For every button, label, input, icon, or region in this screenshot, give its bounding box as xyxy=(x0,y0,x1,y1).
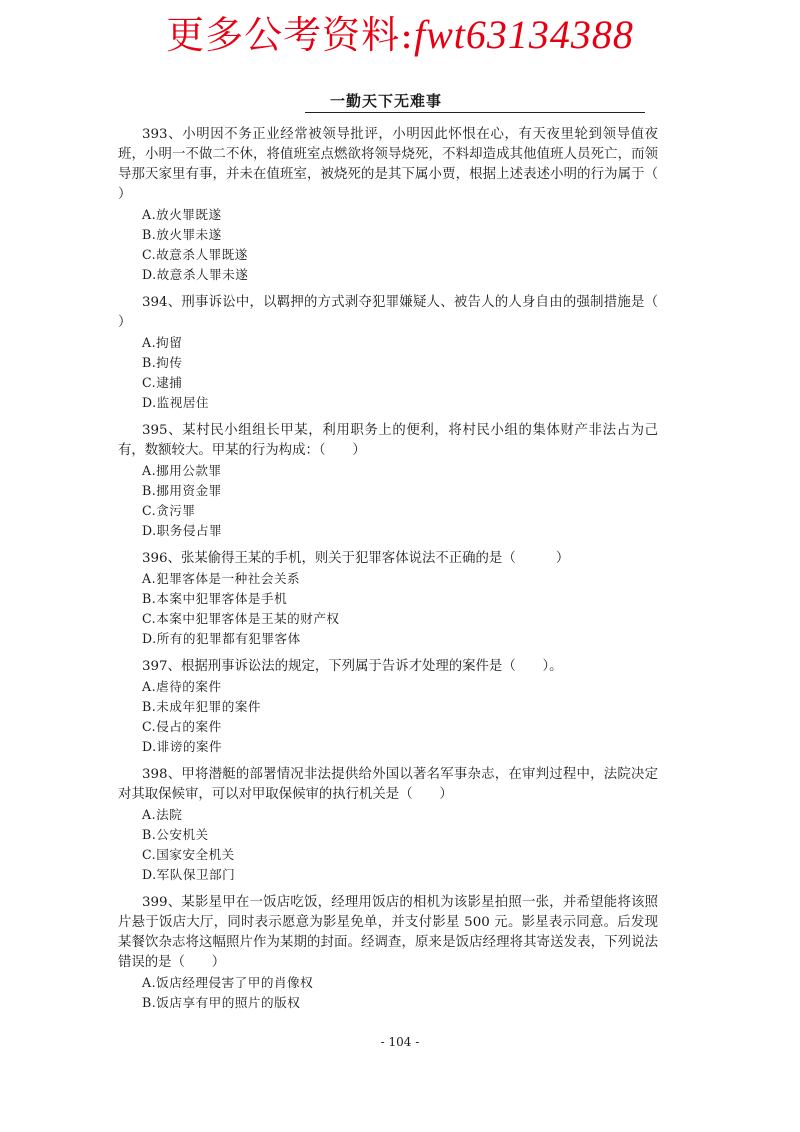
option-a: A.挪用公款罪 xyxy=(142,463,222,478)
question-394 xyxy=(118,293,658,413)
question-stem: 398、甲将潜艇的部署情况非法提供给外国以著名军事杂志，在审判过程中，法院决定对其取保候审，可以对甲取保候审的执行机关是（ ） xyxy=(118,767,658,802)
question-396 xyxy=(118,549,658,649)
option-d: D.监视居住 xyxy=(142,395,210,410)
header-rule xyxy=(305,112,645,113)
option-c: C.国家安全机关 xyxy=(142,847,235,862)
option-c: C.侵占的案件 xyxy=(142,719,222,734)
question-397 xyxy=(118,657,658,757)
option-b: B.本案中犯罪客体是手机 xyxy=(142,591,288,606)
banner xyxy=(0,4,800,59)
question-stem: 396、张某偷得王某的手机，则关于犯罪客体说法不正确的是（ ） xyxy=(142,551,570,566)
option-b: B.挪用资金罪 xyxy=(142,483,222,498)
option-b: B.放火罪未遂 xyxy=(142,227,222,242)
option-d: D.军队保卫部门 xyxy=(142,867,236,882)
question-list xyxy=(118,125,685,1021)
option-d: D.故意杀人罪未遂 xyxy=(142,267,249,282)
option-c: C.故意杀人罪既遂 xyxy=(142,247,248,262)
option-a: A.虐待的案件 xyxy=(142,679,222,694)
question-stem: 399、某影星甲在一饭店吃饭，经理用饭店的相机为该影星拍照一张，并希望能将该照片悬于饭店大厅，同时表示愿意为影星免单，并支付影星 500 元。影星表示同意。后发现某餐饮杂志将这幅照片作为某期的封面。经调查，原来是饭店经理将其寄送发表，下列说法错误的是（ ） xyxy=(118,895,658,970)
question-398 xyxy=(118,765,658,885)
option-b: B.公安机关 xyxy=(142,827,209,842)
banner-contact: fwt63134388 xyxy=(413,12,634,57)
option-c: C.本案中犯罪客体是王某的财产权 xyxy=(142,611,340,626)
page-number: - 104 - xyxy=(380,1035,420,1049)
option-c: C.逮捕 xyxy=(142,375,183,390)
option-a: A.法院 xyxy=(142,807,183,822)
question-stem: 394、刑事诉讼中，以羁押的方式剥夺犯罪嫌疑人、被告人的人身自由的强制措施是（ ） xyxy=(118,295,658,330)
question-395 xyxy=(118,421,658,541)
option-d: D.诽谤的案件 xyxy=(142,739,223,754)
question-393 xyxy=(118,125,685,285)
option-b: B.饭店享有甲的照片的版权 xyxy=(142,995,301,1010)
page-header-title: 一勤天下无难事 xyxy=(330,92,443,110)
option-d: D.职务侵占罪 xyxy=(142,523,223,538)
option-b: B.未成年犯罪的案件 xyxy=(142,699,262,714)
option-a: A.饭店经理侵害了甲的肖像权 xyxy=(142,975,314,990)
question-399 xyxy=(118,893,658,1013)
question-stem: 393、小明因不务正业经常被领导批评，小明因此怀恨在心，有天夜里轮到领导值夜班，小明一不做二不休，将值班室点燃欲将领导烧死，不料却造成其他值班人员死亡，而领导那天家里有事，并未在值班室，被烧死的是其下属小贾，根据上述表述小明的行为属于（ ） xyxy=(118,127,685,202)
banner-prefix: 更多公考资料: xyxy=(166,13,414,57)
question-stem: 397、根据刑事诉讼法的规定，下列属于告诉才处理的案件是（ ）。 xyxy=(142,659,563,674)
option-a: A.拘留 xyxy=(142,335,183,350)
option-a: A.放火罪既遂 xyxy=(142,207,222,222)
option-c: C.贪污罪 xyxy=(142,503,196,518)
option-b: B.拘传 xyxy=(142,355,183,370)
question-stem: 395、某村民小组组长甲某，利用职务上的便利，将村民小组的集体财产非法占为己有，数额较大。甲某的行为构成：（ ） xyxy=(118,423,658,458)
option-a: A.犯罪客体是一种社会关系 xyxy=(142,571,301,586)
option-d: D.所有的犯罪都有犯罪客体 xyxy=(142,631,301,646)
